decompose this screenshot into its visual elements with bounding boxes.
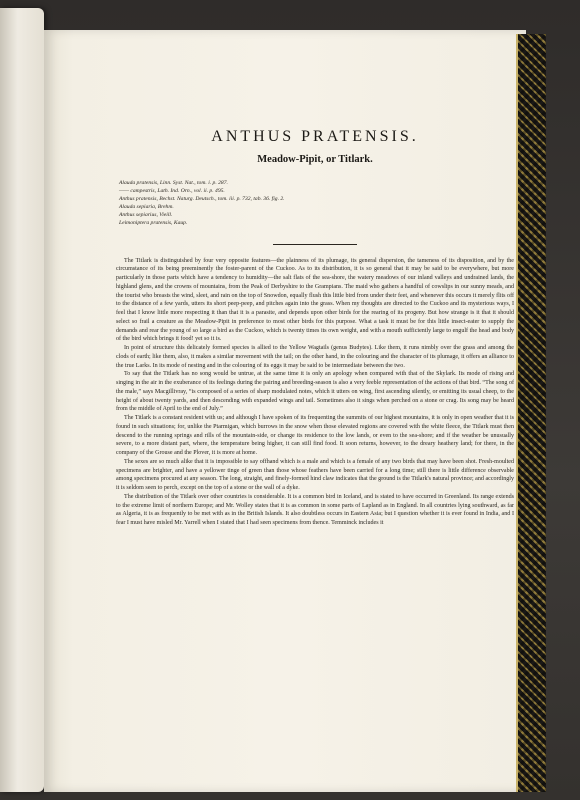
synonym-entry: Alauda sepiaria, Brehm.	[119, 204, 174, 211]
synonym-entry: Leimoniptera pratensis, Kaup.	[119, 220, 188, 227]
left-page-edge	[0, 8, 44, 792]
page-content	[116, 128, 514, 528]
paragraph: The distribution of the Titlark over other countries is considerable. It is a common bird in Iceland, and is stated to have occurred in Greenland. Its range extends to the extreme limit of northern Europe; and Mr. Wolley states that it is as common in some parts of Lapland as in England. In all countries lying southward, as far as Algeria, it is as frequently to be met with as in the British Islands. It also doubtless occurs in Eastern Asia; but I question whether it is ever found in India, and I fear I must have misled Mr. Yarrell when I stated that I had seen specimens from thence. Temminck includes it	[116, 493, 514, 527]
paragraph: The sexes are so much alike that it is impossible to say offhand which is a male and which is a female of any two birds that may have been shot. Fresh-moulted specimens are brighter, and have a yellower tinge of green than those whose feathers have been carried for a long time; still there is little difference observable among specimens procured at any season. The long, straight, and finely-formed hind claw indicates that the ground is the Titlark's natural province; and accordingly it is seldom seen to perch, except on the top of a stone or the wall of a dyke.	[116, 458, 514, 492]
synonym-list	[116, 179, 514, 228]
paragraph: The Titlark is distinguished by four very opposite features—the plainness of its plumage, its general dispersion, the tameness of its disposition, and by the circumstance of its being preeminently the foster-parent of the Cuckoo. As to its distribution, it is so general that it may be said to be everywhere, but more particularly in those parts which have a tendency to humidity—the salt flats of the sea-shore, the watery meadows of our inland valleys and undrained lands, the highland glens, and the crowns of mountains, from the Peak of Derbyshire to the Grampians. The maid who gathers a handful of cowslips in our sunny meads, and the tourist who breasts the wind, sleet, and rain on the top of Snowdon, equally flush this little bird from under their feet, and whenever this occurs it merely flits off to the distance of a few yards, utters its short peep-peep, and pitches again into the grass. When my thoughts are directed to the Cuckoo and its mysterious ways, I feel that I know little more respecting it than that it is a parasite, and depends upon other birds for the rearing of its progeny. But how strange is it that it should select so frail a creature as the Meadow-Pipit in preference to most other birds for this purpose. What a task it must be for this little insect-eater to supply the demands and rear the young of so large a bird as the Cuckoo, which is twenty times its own weight, and with a mouth sufficiently large to engulf the head and body of the bird which brings it food! yet so it is.	[116, 257, 514, 343]
body-text	[116, 257, 514, 528]
common-name-subtitle: Meadow-Pipit, or Titlark.	[257, 154, 373, 165]
synonym-entry: Anthus pratensis, Bechst. Naturg. Deutsch., tom. iii. p. 732, tab. 36. fig. 2.	[119, 196, 285, 203]
synonym-entry: —— campestris, Lath. Ind. Orn., vol. ii. p. 495.	[119, 188, 225, 195]
species-title: ANTHUS PRATENSIS.	[211, 128, 419, 145]
paragraph: To say that the Titlark has no song would be untrue, at the same time it is only an apology when compared with that of the Skylark. Its mode of rising and singing in the air in the exuberance of its feelings during the pairing and breeding-season is also a very feeble representation of the actions of that bird. “The song of the male,” says Macgillivray, “is composed of a series of sharp modulated notes, which it utters on wing, first ascending silently, or emitting its usual cheep, to the height of about twenty yards, and then descending with expanded wings and tail. Sometimes also it sings when perched on a stone or crag. Its song may be heard from the middle of April to the end of July.”	[116, 371, 514, 413]
paragraph: The Titlark is a constant resident with us; and although I have spoken of its frequenting the summits of our highest mountains, it is only in open weather that it is found in such situations; for, unlike the Ptarmigan, which burrows in the snow when those elevated regions are covered with the white fleece, the Titlark must then descend to the running springs and rills of the mountain-side, or change its residence to the low lands, or even to the sea-shore; and if the weather be unusually severe, to a more distant part, where, the temperature being higher, it can still find food. It soon returns, however, to the dreary heathery land; for there, in the company of the Grouse and the Plover, it is more at home.	[116, 415, 514, 457]
synonym-entry: Anthus sepiarius, Vieill.	[119, 212, 173, 219]
marbled-page-edge	[516, 34, 546, 792]
synonym-entry: Alauda pratensis, Linn. Syst. Nat., tom. i. p. 287.	[119, 180, 228, 186]
paragraph: In point of structure this delicately formed species is allied to the Yellow Wagtails (genus Budytes). Like them, it runs nimbly over the grass and among the clods of earth; like them, also, it makes a similar movement with the tail; on the other hand, in the colouring and the character of its plumage, it offers an alliance to the true Larks. In its mode of nesting and in the colouring of its eggs it may be said to be intermediate between the two.	[116, 345, 514, 369]
section-divider	[273, 244, 357, 245]
